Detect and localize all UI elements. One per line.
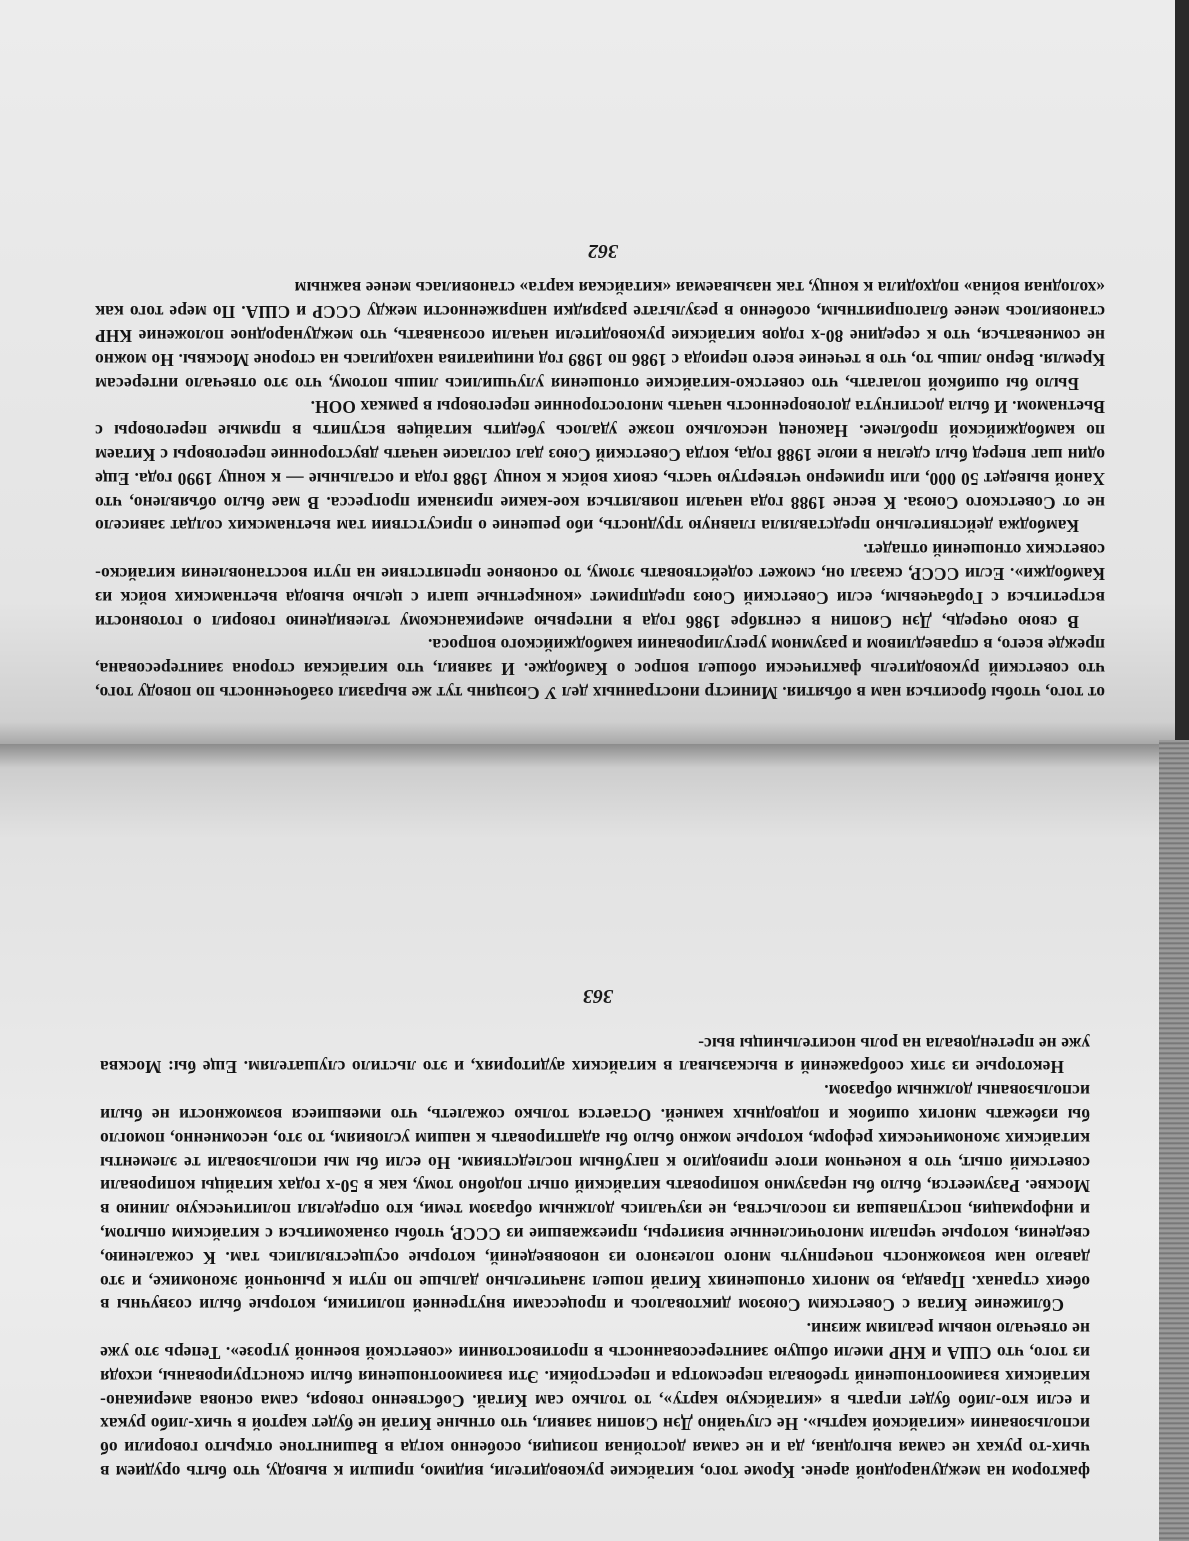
- left-page-text: [95, 276, 1105, 704]
- paragraph: Некоторые из этих соображений я высказывал в китайских аудиториях, и это льстило слушателям. Еще бы: Москва уже не претендовала на роль носительницы выс-: [100, 1033, 1090, 1078]
- paragraph: Сближение Китая с Советским Союзом диктовалось и процессами внутренней политики, которые были созвучны в обеих странах. Правда, во многих отношениях Китай пошел значительно дальше по пути к рыночной экономике, и это давало нам возможность почерпнуть много полезного из нововведений, которые осуществлялись там. К сожалению, сведения, которые черпали многочисленные визитеры, приезжавшие из СССР, чтобы ознакомиться с китайским опытом, и информация, поступавшая из посольства, не изучались должным образом теми, кто определял политическую линию в Москве. Разумеется, было бы неразумно копировать китайский опыт подобно тому, как в 50-х годах китайцы копировали советский опыт, что в конечном итоге приводило к пагубным последствиям. Но если бы мы использовали те элементы китайских экономических реформ, которые можно было бы адаптировать к нашим условиям, то это, несомненно, помогло бы избежать многих ошибок и подводных камней. Остается только сожалеть, что имевшиеся возможности не были использованы должным образом.: [100, 1081, 1090, 1316]
- paragraph: Камбоджа действительно представляла главную трудность, ибо решение о присутствии там вьетнамских солдат зависело не от Советского Союза. К весне 1988 года начали появляться кое-какие признаки прогресса. В мае было объявлено, что Ханой выведет 50 000, или примерно четвертую часть, своих войск к концу 1988 года и остальные — к концу 1990 года. Еще один шаг вперед был сделан в июле 1988 года, когда Советский Союз дал согласие начать двусторонние переговоры с Китаем по камбоджийской проблеме. Наконец несколько позже удалось убедить китайцев вступить в прямые переговоры с Вьетнамом. И была достигнута договоренность начать многосторонние переговоры в рамках ООН.: [95, 397, 1105, 537]
- page-number: 362: [588, 240, 618, 262]
- paragraph: Было бы ошибкой полагать, что советско-китайские отношения улучшились лишь потому, что это отвечало интересам Кремля. Верно лишь то, что в течение всего периода с 1986 по 1989 год инициатива находилась на стороне Москвы. Но можно не сомневаться, что к середине 80-х годов китайские руководители начали осознавать, что международное положение КНР становилось менее благоприятным, особенно в результате разрядки напряженности между СССР и США. По мере того как «холодная война» подходила к концу, так называемая «китайская карта» становилась менее важным: [95, 278, 1105, 394]
- paragraph: фактором на международной арене. Кроме того, китайские руководители, видимо, пришли к выводу, что быть орудием в чьих-то руках не самая выгодная, да и не самая достойная позиция, особенно когда в Вашингтоне открыто говорили об использовании «китайской карты». Не случайно Дэн Сяопин заявил, что отныне Китай не будет картой в чьих-либо руках и если кто-либо будет играть в «китайскую карту», то только сам Китай. Собственно говоря, сама основа американо-китайских взаимоотношений требовала пересмотра и перестройки. Эти взаимоотношения были сконструированы, исходя из того, что США и КНР имели общую заинтересованность в противостоянии «советской военной угрозе». Теперь это уже не отвечало новым реалиям жизни.: [100, 1319, 1090, 1482]
- left-page: [0, 0, 1175, 752]
- paragraph: от того, чтобы броситься нам в объятия. Министр иностранных дел У Сюэцянь тут же выразил озабоченность по поводу того, что советский руководитель фактически обошел вопрос о Камбодже. И заявил, что китайская сторона заинтересована, прежде всего, в справедливом и разумном урегулировании камбоджийского вопроса.: [95, 635, 1105, 703]
- page-number: 363: [583, 985, 613, 1007]
- paragraph: В свою очередь, Дэн Сяопин в сентябре 1986 года в интервью американскому телевидению говорил о готовности встретиться с Горбачевым, если Советский Союз предпримет «конкретные шаги с целью вывода вьетнамских войск из Камбоджи». Если СССР, сказал он, сможет содействовать этому, то основное препятствие на пути восстановления китайско-советских отношений отпадет.: [95, 540, 1105, 632]
- page-edges: [1159, 740, 1189, 1541]
- right-page: [0, 744, 1165, 1541]
- right-page-text: [100, 1031, 1090, 1483]
